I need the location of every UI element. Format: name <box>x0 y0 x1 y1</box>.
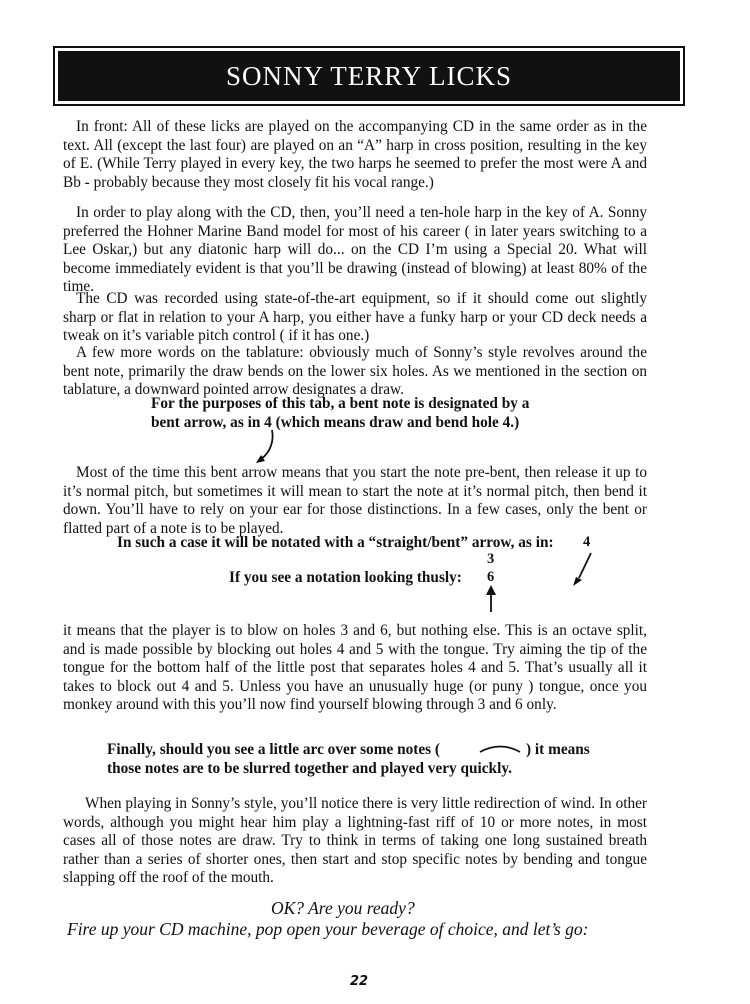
paragraph-bent-usage: Most of the time this bent arrow means that you start the note pre-bent, then release it up to it’s normal pitch, but sometimes it will mean to start the note at it’s normal pitch, then bend it down. You’ll have to rely on your ear for those distinctions. In a few cases, only the bent or flatted part of a note is to be played. <box>63 464 647 537</box>
straight-bent-line: In such a case it will be notated with a “straight/bent” arrow, as in: <box>117 534 554 551</box>
thusly-line: If you see a notation looking thusly: <box>229 569 462 586</box>
bent-note-line-1: For the purposes of this tab, a bent note is designated by a <box>151 395 530 412</box>
straight-bent-hole-number: 4 <box>583 534 591 550</box>
page-title: SONNY TERRY LICKS <box>225 60 513 91</box>
bent-note-line-2: bent arrow, as in 4 (which means draw and bend hole 4.) <box>151 414 520 431</box>
slur-line-1a: Finally, should you see a little arc over some notes ( <box>107 741 440 758</box>
title-banner <box>53 46 685 106</box>
title-bar <box>58 51 680 101</box>
split-hole-6: 6 <box>487 569 495 585</box>
slur-line-1b: ) it means <box>526 741 590 758</box>
split-hole-3: 3 <box>487 551 495 567</box>
page-number: 22 <box>350 974 369 989</box>
paragraph-intro: In front: All of these licks are played on the accompanying CD in the same order as in the text. All (except the last four) are played on an “A” harp in cross position, resulting in the key of E. (While Terry played in every key, the two harps he seemed to prefer the most were A and Bb - probably because they most closely fit his vocal range.) <box>63 118 647 191</box>
straight-bent-arrow-icon <box>568 551 598 589</box>
slur-arc-icon <box>478 739 522 755</box>
slur-line-2: those notes are to be slurred together and played very quickly. <box>107 760 512 777</box>
paragraph-tablature: A few more words on the tablature: obviously much of Sonny’s style revolves around the bent note, primarily the draw bends on the lower six holes. As we mentioned in the section on tablature, a downward pointed arrow designates a draw. <box>63 344 647 399</box>
paragraph-sonny-style: When playing in Sonny’s style, you’ll notice there is very little redirection of wind. In other words, although you might hear him play a lightning-fast riff of 10 or more notes, in most cases all of those notes are draw. Try to think in terms of taking one long sustained breath rather than a series of shorter ones, then start and stop specific notes by bending and tongue slapping off the roof of the mouth. <box>63 795 647 887</box>
paragraph-pitch: The CD was recorded using state-of-the-art equipment, so if it should come out slightly sharp or flat in relation to your A harp, you either have a funky harp or your CD deck needs a tweak on it’s variable pitch control ( if it has one.) <box>63 290 647 345</box>
paragraph-octave-split: it means that the player is to blow on holes 3 and 6, but nothing else. This is an octave split, and is made possible by blocking out holes 4 and 5 with the tongue. Try aiming the tip of the tongue for the bottom half of the little post that separates holes 4 and 5. That’s usually all it takes to block out 4 and 5. Unless you have an unusually huge (or puny ) tongue, once you monkey around with this you’ll now find yourself blowing through 3 and 6 only. <box>63 622 647 714</box>
bent-arrow-icon <box>252 428 282 466</box>
closing-question: OK? Are you ready? <box>271 898 415 918</box>
closing-invitation: Fire up your CD machine, pop open your beverage of choice, and let’s go: <box>67 919 589 939</box>
paragraph-harp: In order to play along with the CD, then, you’ll need a ten-hole harp in the key of A. Sonny preferred the Hohner Marine Band model for most of his career ( in later years switching to a Lee Oskar,) but any diatonic harp will do... on the CD I’m using a Special 20. What will become immediately evident is that you’ll be drawing (instead of blowing) at least 80% of the time. <box>63 204 647 296</box>
blow-arrow-icon <box>483 584 499 614</box>
